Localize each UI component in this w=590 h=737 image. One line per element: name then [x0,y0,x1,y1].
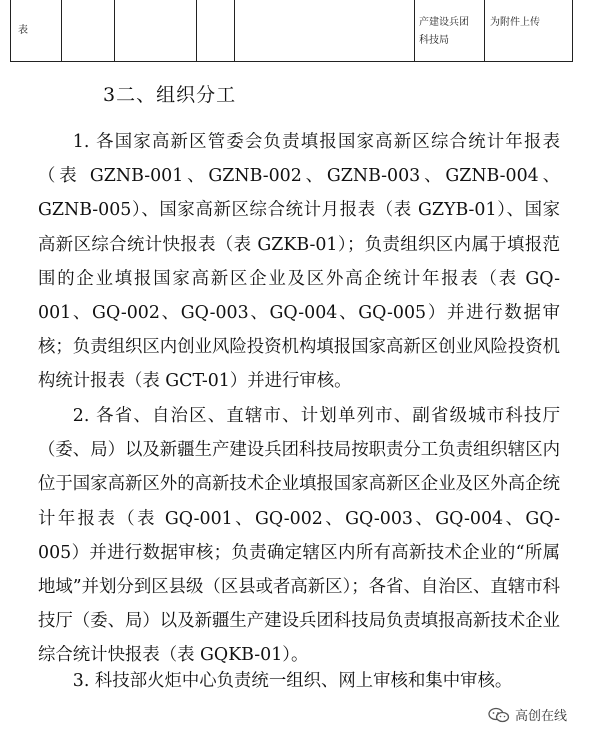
table-divider [484,0,485,61]
table-cell-6-line-2: 科技局 [419,35,449,46]
table-divider [196,0,197,61]
table-cell-6-line-1: 产建设兵团 [419,17,469,28]
paragraph-2: 2. 各省、自治区、直辖市、计划单列市、副省级城市科技厅（委、局）以及新疆生产建设兵团科技局按职责分工负责组织辖区内位于国家高新区外的高新技术企业填报国家高新区企业及区外高企统计年报表（表 GQ-001、GQ-002、GQ-003、GQ-004、GQ-005）并进行数据审核；负责确定辖区内所有高新技术企业的“所属地域”并划分到区县级（区县或者高新区）；各省、自治区、直辖市科技厅（委、局）以及新疆生产建设兵团科技局负责填报高新技术企业综合统计快报表（表 GQKB-01）。 [38,406,560,666]
paragraph-3: 3. 科技部火炬中心负责统一组织、网上审核和集中审核。 [72,671,513,691]
section-heading: 3二、组织分工 [103,84,237,106]
table-divider [234,0,235,61]
table-divider [61,0,62,61]
watermark [488,705,567,724]
wechat-icon [488,707,510,723]
table-cell-7: 为附件上传 [490,17,540,28]
table-divider [114,0,115,61]
paragraph-1: 1. 各国家高新区管委会负责填报国家高新区综合统计年报表（表 GZNB-001、GZNB-002、GZNB-003、GZNB-004、GZNB-005）、国家高新区综合统计月报表（表 GZYB-01）、国家高新区综合统计快报表（表 GZKB-01）；负责组织区内属于填报范围的企业填报国家高新区企业及区外高企统计年报表（表 GQ-001、GQ-002、GQ-003、GQ-004、GQ-005）并进行数据审核；负责组织区内创业风险投资机构填报国家高新区创业风险投资机构统计报表（表 GCT-01）并进行审核。 [38,132,560,392]
table-cell-1: 表 [18,25,28,36]
watermark-text: 高创在线 [515,709,568,724]
table-divider [414,0,415,61]
top-table-fragment [10,0,573,62]
